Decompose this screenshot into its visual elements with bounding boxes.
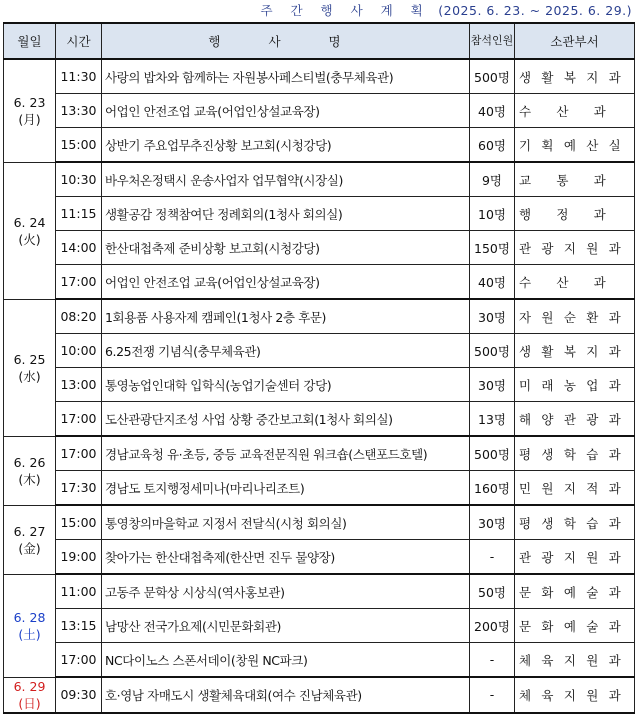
date-text: 6. 28 xyxy=(13,609,46,625)
header-event: 행 사 명 xyxy=(102,23,470,59)
table-row xyxy=(4,94,635,128)
time-cell: 13:30 xyxy=(56,94,102,128)
table-row xyxy=(4,609,635,643)
dept-cell xyxy=(515,94,635,128)
dept-cell xyxy=(515,643,635,678)
attendees-cell: 30명 xyxy=(470,299,515,334)
table-row xyxy=(4,402,635,437)
time-cell: 11:00 xyxy=(56,574,102,609)
dept-cell xyxy=(515,436,635,471)
title-period: (2025. 6. 23. ~ 2025. 6. 29.) xyxy=(438,3,632,18)
table-row xyxy=(4,128,635,163)
time-cell: 11:15 xyxy=(56,197,102,231)
time-cell: 08:20 xyxy=(56,299,102,334)
date-cell xyxy=(4,299,56,436)
dept-text: 평 생 학 습 과 xyxy=(519,446,621,462)
time-cell: 11:30 xyxy=(56,59,102,94)
attendees-cell: 10명 xyxy=(470,197,515,231)
event-cell: 경남도 토지행정세미나(마리나리조트) xyxy=(102,471,470,506)
attendees-cell: 500명 xyxy=(470,334,515,368)
table-row xyxy=(4,643,635,678)
weekday-text: (土) xyxy=(18,626,41,642)
attendees-cell: 150명 xyxy=(470,231,515,265)
weekday-text: (火) xyxy=(18,231,41,247)
schedule-body xyxy=(4,59,635,713)
event-cell: 호·영남 자매도시 생활체육대회(여수 진남체육관) xyxy=(102,677,470,713)
attendees-cell: 30명 xyxy=(470,368,515,402)
weekday-text: (金) xyxy=(18,540,41,556)
event-cell: 고동주 문학상 시상식(역사홍보관) xyxy=(102,574,470,609)
time-cell: 13:15 xyxy=(56,609,102,643)
dept-text: 문 화 예 술 과 xyxy=(519,618,621,634)
attendees-cell: 13명 xyxy=(470,402,515,437)
dept-cell xyxy=(515,540,635,575)
dept-text: 생 활 복 지 과 xyxy=(519,343,621,359)
attendees-cell: - xyxy=(470,643,515,678)
dept-cell xyxy=(515,505,635,540)
date-cell xyxy=(4,677,56,713)
weekly-schedule-table xyxy=(3,22,635,714)
attendees-cell: - xyxy=(470,540,515,575)
time-cell: 17:00 xyxy=(56,643,102,678)
table-row xyxy=(4,368,635,402)
dept-cell xyxy=(515,128,635,163)
dept-cell xyxy=(515,59,635,94)
dept-text: 관 광 지 원 과 xyxy=(519,549,621,565)
table-header-row xyxy=(4,23,635,59)
dept-cell xyxy=(515,574,635,609)
attendees-cell: 500명 xyxy=(470,436,515,471)
weekday-text: (日) xyxy=(18,695,41,711)
time-cell: 09:30 xyxy=(56,677,102,713)
date-text: 6. 25 xyxy=(13,351,46,367)
dept-cell xyxy=(515,402,635,437)
dept-cell xyxy=(515,299,635,334)
event-cell: 통영농업인대학 입학식(농업기술센터 강당) xyxy=(102,368,470,402)
table-row xyxy=(4,59,635,94)
time-cell: 10:00 xyxy=(56,334,102,368)
date-text: 6. 27 xyxy=(13,523,46,539)
date-cell xyxy=(4,59,56,162)
table-row xyxy=(4,471,635,506)
date-cell xyxy=(4,505,56,574)
event-cell: 어업인 안전조업 교육(어업인상설교육장) xyxy=(102,265,470,300)
event-cell: NC다이노스 스폰서데이(창원 NC파크) xyxy=(102,643,470,678)
schedule-title xyxy=(0,0,632,22)
weekday-text: (月) xyxy=(18,111,41,127)
dept-text: 해 양 관 광 과 xyxy=(519,411,621,427)
dept-cell xyxy=(515,231,635,265)
table-row xyxy=(4,505,635,540)
event-cell: 상반기 주요업무추진상황 보고회(시청강당) xyxy=(102,128,470,163)
header-time: 시간 xyxy=(56,23,102,59)
time-cell: 17:00 xyxy=(56,265,102,300)
dept-text: 평 생 학 습 과 xyxy=(519,515,621,531)
table-row xyxy=(4,677,635,713)
event-cell: 사랑의 밥차와 함께하는 자원봉사페스티벌(충무체육관) xyxy=(102,59,470,94)
time-cell: 17:00 xyxy=(56,402,102,437)
dept-text: 민 원 지 적 과 xyxy=(519,480,621,496)
table-row xyxy=(4,334,635,368)
event-cell: 찾아가는 한산대첩축제(한산면 진두 물양장) xyxy=(102,540,470,575)
dept-text: 문 화 예 술 과 xyxy=(519,584,621,600)
event-cell: 경남교육청 유·초등, 중등 교육전문직원 워크숍(스탠포드호텔) xyxy=(102,436,470,471)
dept-text: 생 활 복 지 과 xyxy=(519,69,621,85)
date-cell xyxy=(4,162,56,299)
attendees-cell: 160명 xyxy=(470,471,515,506)
date-text: 6. 24 xyxy=(13,214,46,230)
table-row xyxy=(4,197,635,231)
event-cell: 도산관광단지조성 사업 상황 중간보고회(1청사 회의실) xyxy=(102,402,470,437)
dept-text: 수 산 과 xyxy=(519,274,606,290)
table-row xyxy=(4,265,635,300)
dept-cell xyxy=(515,368,635,402)
table-row xyxy=(4,540,635,575)
header-dept: 소관부서 xyxy=(515,23,635,59)
dept-text: 관 광 지 원 과 xyxy=(519,240,621,256)
time-cell: 15:00 xyxy=(56,128,102,163)
event-cell: 바우처온정택시 운송사업자 업무협약(시장실) xyxy=(102,162,470,197)
dept-text: 기 획 예 산 실 xyxy=(519,137,621,153)
time-cell: 15:00 xyxy=(56,505,102,540)
time-cell: 17:00 xyxy=(56,436,102,471)
dept-text: 행 정 과 xyxy=(519,206,606,222)
event-cell: 생활공감 정책참여단 정례회의(1청사 회의실) xyxy=(102,197,470,231)
table-row xyxy=(4,231,635,265)
header-date: 월일 xyxy=(4,23,56,59)
dept-cell xyxy=(515,471,635,506)
date-text: 6. 29 xyxy=(13,678,46,694)
time-cell: 13:00 xyxy=(56,368,102,402)
attendees-cell: 40명 xyxy=(470,94,515,128)
attendees-cell: 50명 xyxy=(470,574,515,609)
dept-cell xyxy=(515,162,635,197)
dept-cell xyxy=(515,609,635,643)
attendees-cell: - xyxy=(470,677,515,713)
dept-cell xyxy=(515,334,635,368)
date-cell xyxy=(4,436,56,505)
attendees-cell: 500명 xyxy=(470,59,515,94)
dept-cell xyxy=(515,197,635,231)
dept-text: 교 통 과 xyxy=(519,172,606,188)
dept-text: 수 산 과 xyxy=(519,103,606,119)
date-cell xyxy=(4,574,56,677)
time-cell: 10:30 xyxy=(56,162,102,197)
time-cell: 14:00 xyxy=(56,231,102,265)
table-row xyxy=(4,574,635,609)
event-cell: 통영창의마을학교 지정서 전달식(시청 회의실) xyxy=(102,505,470,540)
table-row xyxy=(4,436,635,471)
dept-cell xyxy=(515,265,635,300)
attendees-cell: 30명 xyxy=(470,505,515,540)
dept-text: 자 원 순 환 과 xyxy=(519,309,621,325)
table-row xyxy=(4,299,635,334)
date-text: 6. 23 xyxy=(13,94,46,110)
dept-text: 체 육 지 원 과 xyxy=(519,687,621,703)
event-cell: 한산대첩축제 준비상황 보고회(시청강당) xyxy=(102,231,470,265)
table-row xyxy=(4,162,635,197)
event-cell: 6.25전쟁 기념식(충무체육관) xyxy=(102,334,470,368)
attendees-cell: 200명 xyxy=(470,609,515,643)
weekday-text: (水) xyxy=(18,368,41,384)
dept-cell xyxy=(515,677,635,713)
attendees-cell: 60명 xyxy=(470,128,515,163)
header-attendees: 참석인원 xyxy=(470,23,515,59)
time-cell: 17:30 xyxy=(56,471,102,506)
event-cell: 어업인 안전조업 교육(어업인상설교육장) xyxy=(102,94,470,128)
attendees-cell: 40명 xyxy=(470,265,515,300)
dept-text: 체 육 지 원 과 xyxy=(519,652,621,668)
event-cell: 남망산 전국가요제(시민문화회관) xyxy=(102,609,470,643)
attendees-cell: 9명 xyxy=(470,162,515,197)
time-cell: 19:00 xyxy=(56,540,102,575)
weekday-text: (木) xyxy=(18,471,41,487)
event-cell: 1회용품 사용자제 캠페인(1청사 2층 후문) xyxy=(102,299,470,334)
title-label: 주 간 행 사 계 획 xyxy=(260,3,430,18)
date-text: 6. 26 xyxy=(13,454,46,470)
dept-text: 미 래 농 업 과 xyxy=(519,377,621,393)
